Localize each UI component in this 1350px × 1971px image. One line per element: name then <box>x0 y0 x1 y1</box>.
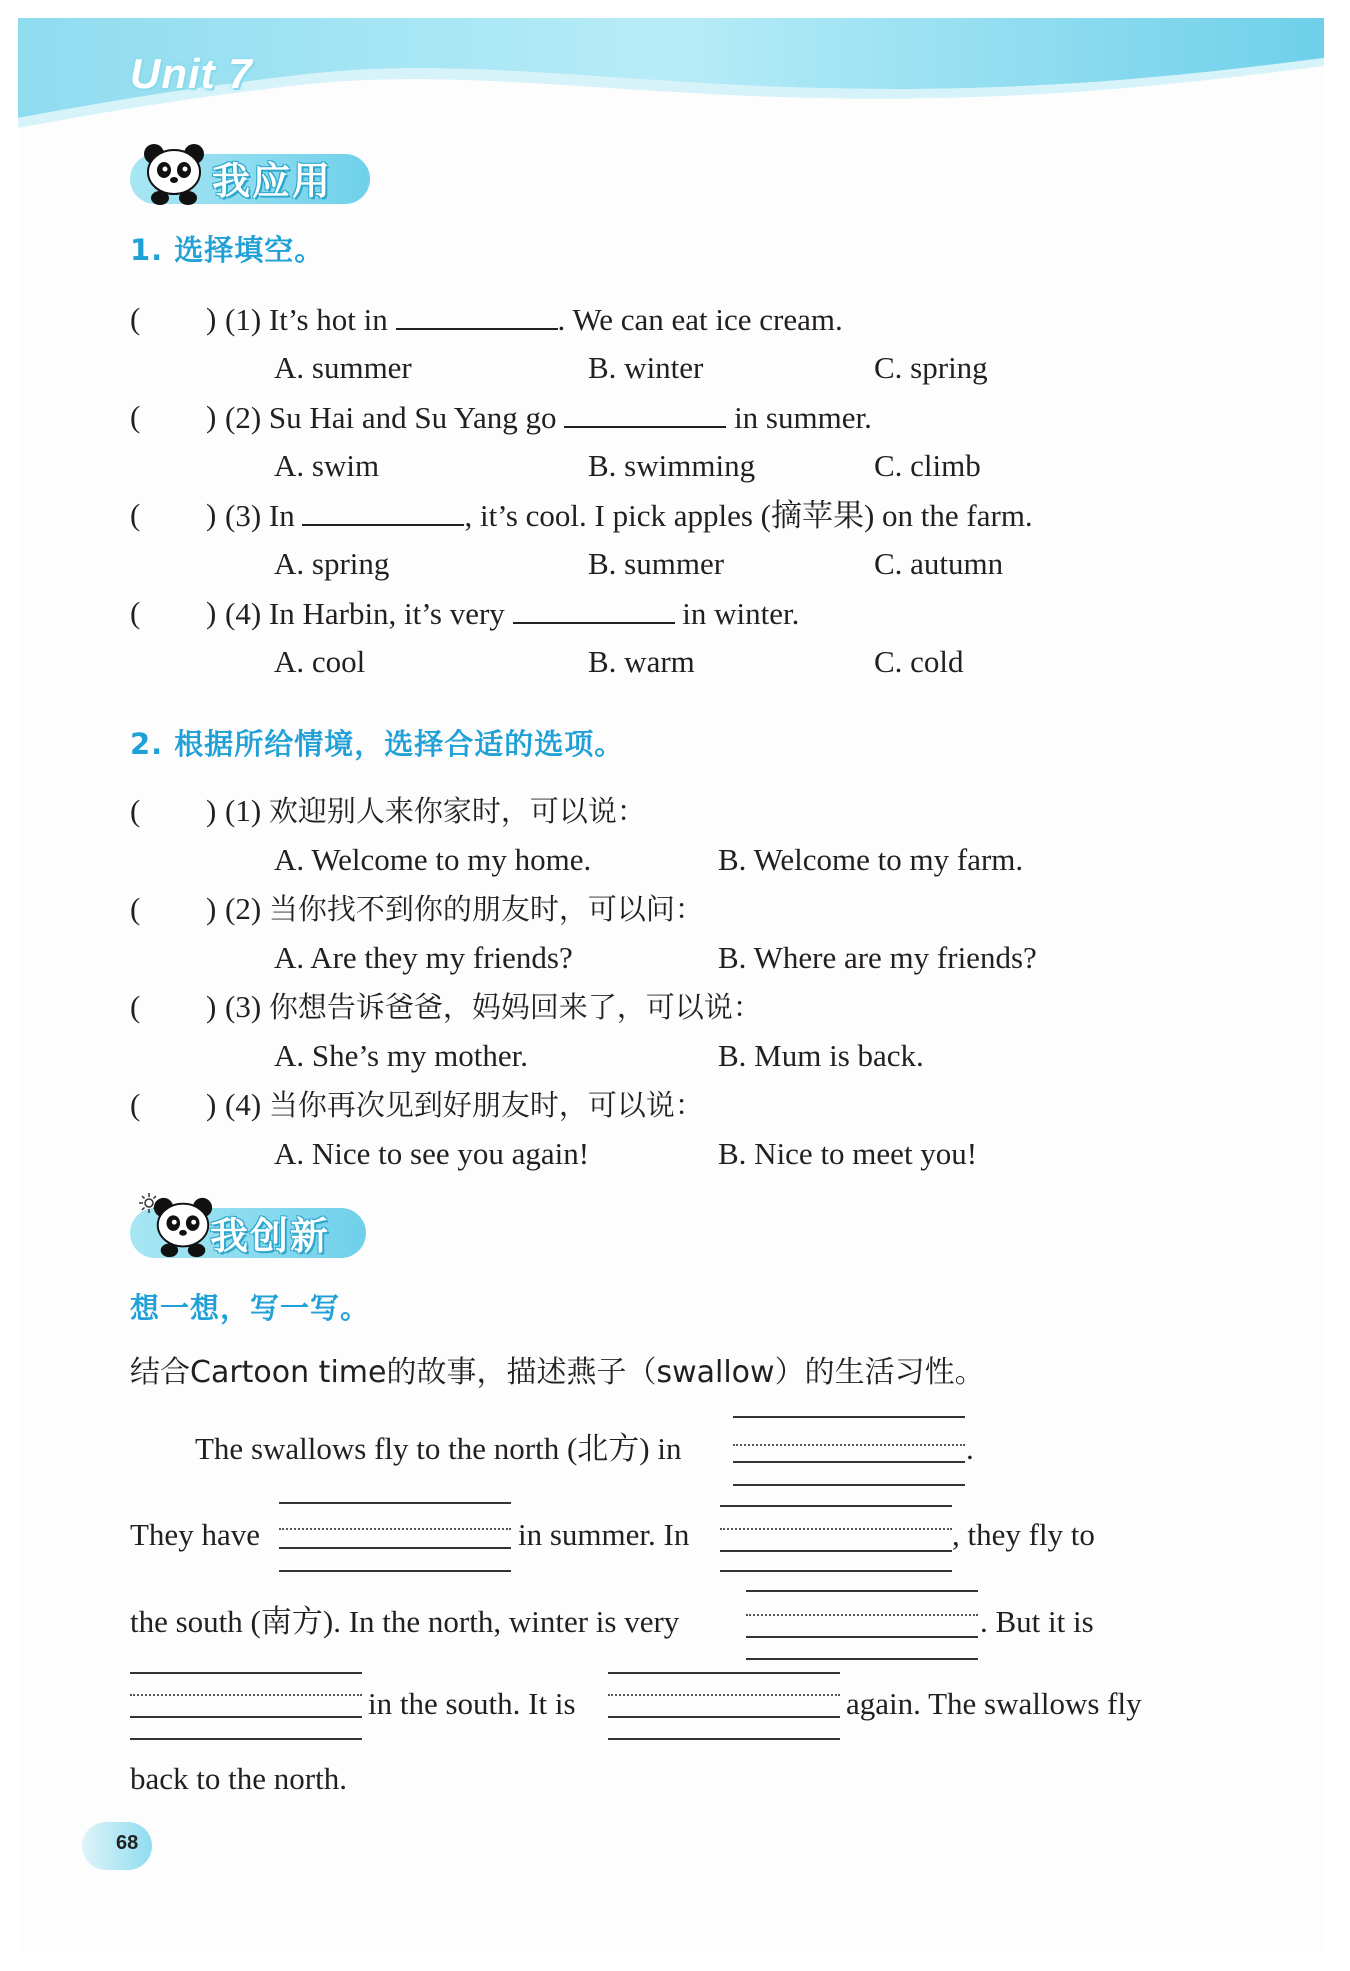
situation-text <box>225 792 646 830</box>
writing-task-title: 想一想，写一写。 <box>130 1291 371 1325</box>
writing-line-mid <box>279 1528 511 1530</box>
section-badge-apply-label: 我应用 <box>212 159 333 203</box>
page-number: 68 <box>116 1832 139 1854</box>
answer-paren-open: ( <box>130 793 141 828</box>
writing-line-mid <box>130 1694 362 1696</box>
situation-text <box>225 1086 704 1124</box>
question-number: (3) <box>225 498 262 533</box>
answer-blank[interactable] <box>564 398 726 428</box>
answer-paren-close: ) <box>206 301 217 336</box>
situation-prompt: 当你找不到你的朋友时，可以问： <box>268 892 704 926</box>
writing-line-mid <box>608 1694 840 1696</box>
question-pre: It’s hot in <box>268 302 388 337</box>
question-post: in winter. <box>682 596 800 631</box>
writing-answer-line[interactable] <box>279 1547 511 1549</box>
exercise-1-title: 1. 选择填空。 <box>130 233 325 267</box>
option-a: A. Nice to see you again! <box>274 1136 590 1171</box>
option-c: C. autumn <box>874 546 1004 581</box>
question-pre: In <box>268 498 295 533</box>
writing-answer-line[interactable] <box>733 1461 965 1463</box>
option-b: B. Welcome to my farm. <box>718 842 1024 877</box>
option-b: B. Where are my friends? <box>718 940 1037 975</box>
option-b: B. swimming <box>588 448 756 483</box>
answer-paren-open: ( <box>130 891 141 926</box>
option-a: A. swim <box>274 448 380 483</box>
passage-line-5: back to the north. <box>130 1761 347 1796</box>
writing-line-top <box>733 1416 965 1418</box>
answer-paren-close: ) <box>206 497 217 532</box>
option-c: C. spring <box>874 350 988 385</box>
writing-line-mid <box>720 1528 952 1530</box>
option-b: B. warm <box>588 644 695 679</box>
answer-blank[interactable] <box>302 496 464 526</box>
answer-paren-close: ) <box>206 793 217 828</box>
writing-line-bottom <box>279 1570 511 1572</box>
option-a: A. cool <box>274 644 366 679</box>
answer-paren-open: ( <box>130 301 141 336</box>
option-a: A. She’s my mother. <box>274 1038 529 1073</box>
writing-answer-line[interactable] <box>608 1716 840 1718</box>
writing-line-bottom <box>746 1658 978 1660</box>
passage-line-4a: in the south. It is <box>368 1686 576 1721</box>
answer-paren-open: ( <box>130 595 141 630</box>
answer-blank[interactable] <box>396 300 558 330</box>
answer-paren-open: ( <box>130 399 141 434</box>
option-c: C. cold <box>874 644 964 679</box>
writing-line-bottom <box>608 1738 840 1740</box>
question-text <box>225 496 1033 535</box>
answer-paren-open: ( <box>130 989 141 1024</box>
answer-paren-open: ( <box>130 497 141 532</box>
option-b: B. summer <box>588 546 725 581</box>
writing-line-mid <box>733 1444 965 1446</box>
answer-paren-close: ) <box>206 595 217 630</box>
writing-line-bottom <box>720 1570 952 1572</box>
writing-answer-line[interactable] <box>130 1716 362 1718</box>
question-text <box>225 300 843 339</box>
situation-prompt: 欢迎别人来你家时，可以说： <box>268 794 646 828</box>
option-a: A. spring <box>274 546 390 581</box>
section-badge-create-label: 我创新 <box>210 1214 331 1258</box>
question-number: (3) <box>225 989 262 1024</box>
question-post: , it’s cool. I pick apples (摘苹果) on the farm. <box>464 498 1033 533</box>
panda-icon <box>150 1194 216 1260</box>
question-number: (1) <box>225 793 262 828</box>
situation-prompt: 当你再次见到好朋友时，可以说： <box>268 1088 704 1122</box>
answer-paren-close: ) <box>206 399 217 434</box>
situation-text <box>225 988 762 1026</box>
passage-line-2a: They have <box>130 1517 260 1552</box>
writing-line-top <box>130 1672 362 1674</box>
passage-line-4b: again. The swallows fly <box>846 1686 1142 1721</box>
passage-line-3b: . But it is <box>980 1604 1094 1639</box>
unit-title: Unit 7 <box>130 50 253 97</box>
question-number: (1) <box>225 302 262 337</box>
question-pre: Su Hai and Su Yang go <box>268 400 557 435</box>
option-b: B. Nice to meet you! <box>718 1136 978 1171</box>
question-text <box>225 398 872 437</box>
passage-line-1-end: . <box>966 1431 974 1466</box>
writing-line-bottom <box>130 1738 362 1740</box>
exercise-2-title: 2. 根据所给情境，选择合适的选项。 <box>130 727 625 761</box>
passage-line-2b: in summer. In <box>518 1517 690 1552</box>
question-number: (4) <box>225 1087 262 1122</box>
writing-line-top <box>746 1590 978 1592</box>
writing-answer-line[interactable] <box>720 1550 952 1552</box>
passage-line-1: The swallows fly to the north (北方) in <box>195 1431 682 1466</box>
question-pre: In Harbin, it’s very <box>268 596 505 631</box>
panda-icon <box>140 140 208 208</box>
question-post: in summer. <box>734 400 872 435</box>
question-number: (2) <box>225 400 262 435</box>
answer-blank[interactable] <box>513 594 675 624</box>
passage-line-2c: , they fly to <box>952 1517 1095 1552</box>
question-post: . We can eat ice cream. <box>557 302 843 337</box>
option-a: A. Are they my friends? <box>274 940 573 975</box>
answer-paren-close: ) <box>206 989 217 1024</box>
situation-text <box>225 890 704 928</box>
option-b: B. Mum is back. <box>718 1038 924 1073</box>
situation-prompt: 你想告诉爸爸，妈妈回来了，可以说： <box>268 990 762 1024</box>
option-a: A. Welcome to my home. <box>274 842 592 877</box>
writing-line-top <box>720 1505 952 1507</box>
option-b: B. winter <box>588 350 704 385</box>
writing-line-mid <box>746 1614 978 1616</box>
question-number: (2) <box>225 891 262 926</box>
writing-line-bottom <box>733 1484 965 1486</box>
answer-paren-close: ) <box>206 1087 217 1122</box>
writing-answer-line[interactable] <box>746 1636 978 1638</box>
writing-line-top <box>279 1502 511 1504</box>
question-number: (4) <box>225 596 262 631</box>
answer-paren-close: ) <box>206 891 217 926</box>
option-c: C. climb <box>874 448 981 483</box>
writing-line-top <box>608 1672 840 1674</box>
writing-instruction: 结合Cartoon time的故事，描述燕子（swallow）的生活习性。 <box>130 1355 985 1390</box>
question-text <box>225 594 799 633</box>
passage-line-3a: the south (南方). In the north, winter is very <box>130 1604 680 1639</box>
answer-paren-open: ( <box>130 1087 141 1122</box>
option-a: A. summer <box>274 350 412 385</box>
